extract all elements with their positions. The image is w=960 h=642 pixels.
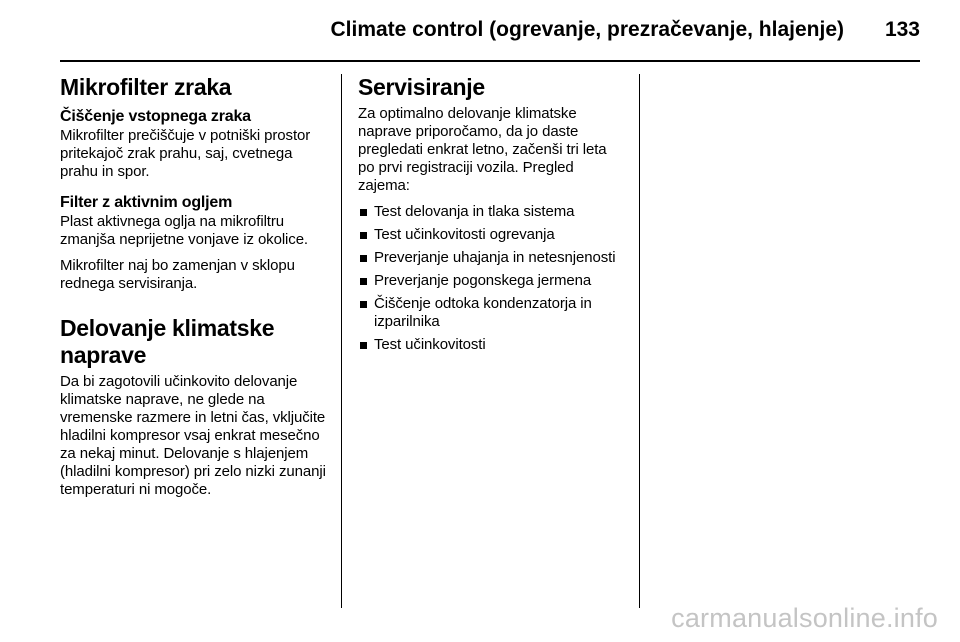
page-number: 133 [884,18,920,41]
subheading-ciscenje: Čiščenje vstopnega zraka [60,108,251,125]
list-item: Test delovanja in tlaka sistema [358,203,626,221]
chapter-title: Climate control (ogrevanje, prezračevanje, hlajenje) [330,18,844,41]
square-bullet-icon [360,255,367,262]
watermark: carmanualsonline.info [671,603,938,633]
page-header [60,16,920,50]
inspection-list [358,203,626,354]
square-bullet-icon [360,232,367,239]
column-divider [639,74,640,608]
square-bullet-icon [360,278,367,285]
section-heading-mikrofilter: Mikrofilter zraka [60,74,232,100]
subheading-filter-aktivno-oglje: Filter z aktivnim ogljem [60,194,233,211]
section-heading-delovanje: Delovanje klimatske naprave [60,315,275,368]
square-bullet-icon [360,342,367,349]
list-item: Preverjanje pogonskega jermena [358,272,626,290]
paragraph-zamenjava: Mikrofilter naj bo zamenjan v sklopu rednega servisiranja. [60,257,295,292]
list-item: Test učinkovitosti ogrevanja [358,226,626,244]
square-bullet-icon [360,209,367,216]
paragraph-servisiranje: Za optimalno delovanje klimatske naprave priporočamo, da jo daste pregledati enkrat letno, začenši tri leta po prvi registraciji vozila. Pregled zajema: [358,105,607,194]
list-item: Test učinkovitosti [358,336,626,354]
middle-column [358,74,626,359]
list-item: Čiščenje odtoka kondenzatorja in izparilnika [358,295,626,331]
paragraph-delovanje: Da bi zagotovili učinkovito delovanje klimatske naprave, ne glede na vremenske razmere in letni čas, vključite hladilni kompresor vsaj enkrat mesečno za nekaj minut. Delovanje s hlajenjem (hladilni kompresor) pri zelo nizki zunanji temperaturi ni mogoče. [60,373,326,498]
header-rule [60,60,920,62]
paragraph-ciscenje: Mikrofilter prečiščuje v potniški prostor pritekajoč zrak prahu, saj, cvetnega prahu in spor. [60,127,311,180]
section-heading-servisiranje: Servisiranje [358,74,485,100]
paragraph-aktivno-oglje: Plast aktivnega oglja na mikrofiltru zmanjša neprijetne vonjave iz okolice. [60,213,308,248]
left-column [60,74,328,499]
square-bullet-icon [360,301,367,308]
list-item: Preverjanje uhajanja in netesnjenosti [358,249,626,267]
column-divider [341,74,342,608]
